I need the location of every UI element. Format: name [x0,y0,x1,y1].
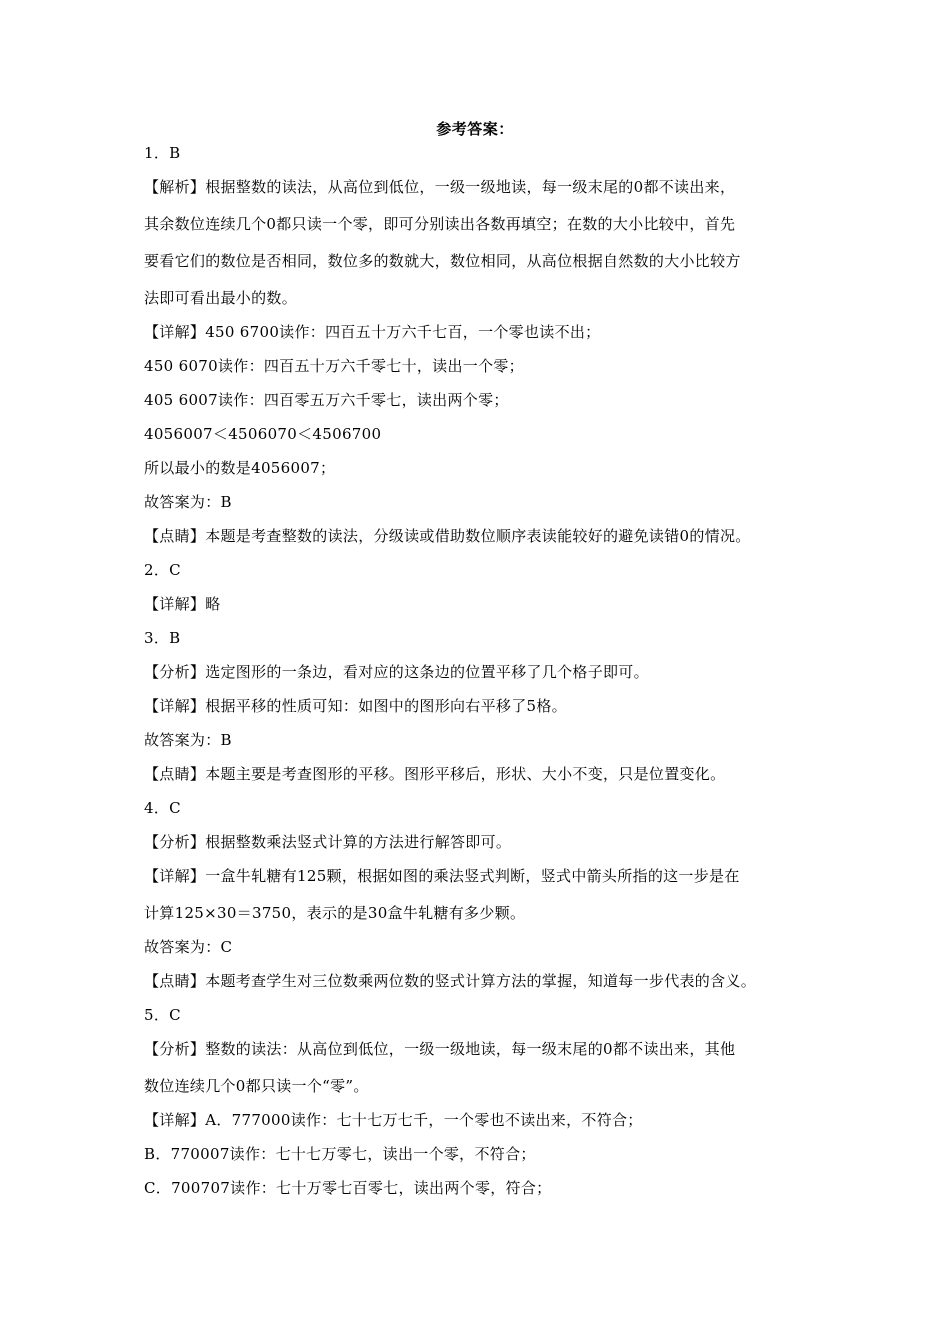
answer-line: 故答案为：B [144,493,232,511]
comment-line: 【点睛】本题主要是考查图形的平移。图形平移后，形状、大小不变，只是位置变化。 [144,765,726,783]
answer-content [144,142,824,1211]
detail-line: 405 6007读作：四百零五万六千零七，读出两个零； [144,391,509,409]
detail-line: 【详解】略 [144,595,221,613]
detail-line: 【详解】450 6700读作：四百五十万六千七百，一个零也读不出； [144,323,601,341]
detail-line: 【详解】一盒牛轧糖有125颗，根据如图的乘法竖式判断，竖式中箭头所指的这一步是在 [144,867,740,885]
analysis-line: 【分析】整数的读法：从高位到低位，一级一级地读，每一级末尾的0都不读出来，其他 [144,1040,736,1058]
analysis-line: 【解析】根据整数的读法，从高位到低位，一级一级地读，每一级末尾的0都不读出来， [144,178,736,196]
detail-line: 所以最小的数是4056007； [144,459,336,477]
answer-key-title: 参考答案： [436,120,514,138]
analysis-line: 要看它们的数位是否相同，数位多的数就大，数位相同，从高位根据自然数的大小比较方 [144,252,741,270]
detail-line: 【详解】A．777000读作：七十七万七千，一个零也不读出来，不符合； [144,1111,643,1129]
analysis-line: 其余数位连续几个0都只读一个零，即可分别读出各数再填空；在数的大小比较中，首先 [144,215,736,233]
answer-line: 故答案为：C [144,938,233,956]
answer-number: 4．C [144,799,181,817]
detail-line: 【详解】根据平移的性质可知：如图中的图形向右平移了5格。 [144,697,567,715]
analysis-line: 数位连续几个0都只读一个“零”。 [144,1077,369,1095]
detail-line: C．700707读作：七十万零七百零七，读出两个零，符合； [144,1179,552,1197]
detail-line: 计算125×30＝3750，表示的是30盒牛轧糖有多少颗。 [144,904,526,922]
analysis-line: 【分析】根据整数乘法竖式计算的方法进行解答即可。 [144,833,512,851]
answer-number: 5．C [144,1006,181,1024]
detail-line: 4056007＜4506070＜4506700 [144,425,382,443]
answer-line: 故答案为：B [144,731,232,749]
comment-line: 【点睛】本题考查学生对三位数乘两位数的竖式计算方法的掌握，知道每一步代表的含义。 [144,972,757,990]
detail-line: B．770007读作：七十七万零七，读出一个零，不符合； [144,1145,536,1163]
answer-number: 2．C [144,561,181,579]
analysis-line: 法即可看出最小的数。 [144,289,298,307]
analysis-line: 【分析】选定图形的一条边，看对应的这条边的位置平移了几个格子即可。 [144,663,649,681]
answer-number: 3．B [144,629,181,647]
answer-number: 1．B [144,144,181,162]
detail-line: 450 6070读作：四百五十万六千零七十，读出一个零； [144,357,524,375]
comment-line: 【点睛】本题是考查整数的读法，分级读或借助数位顺序表读能较好的避免读错0的情况。 [144,527,751,545]
